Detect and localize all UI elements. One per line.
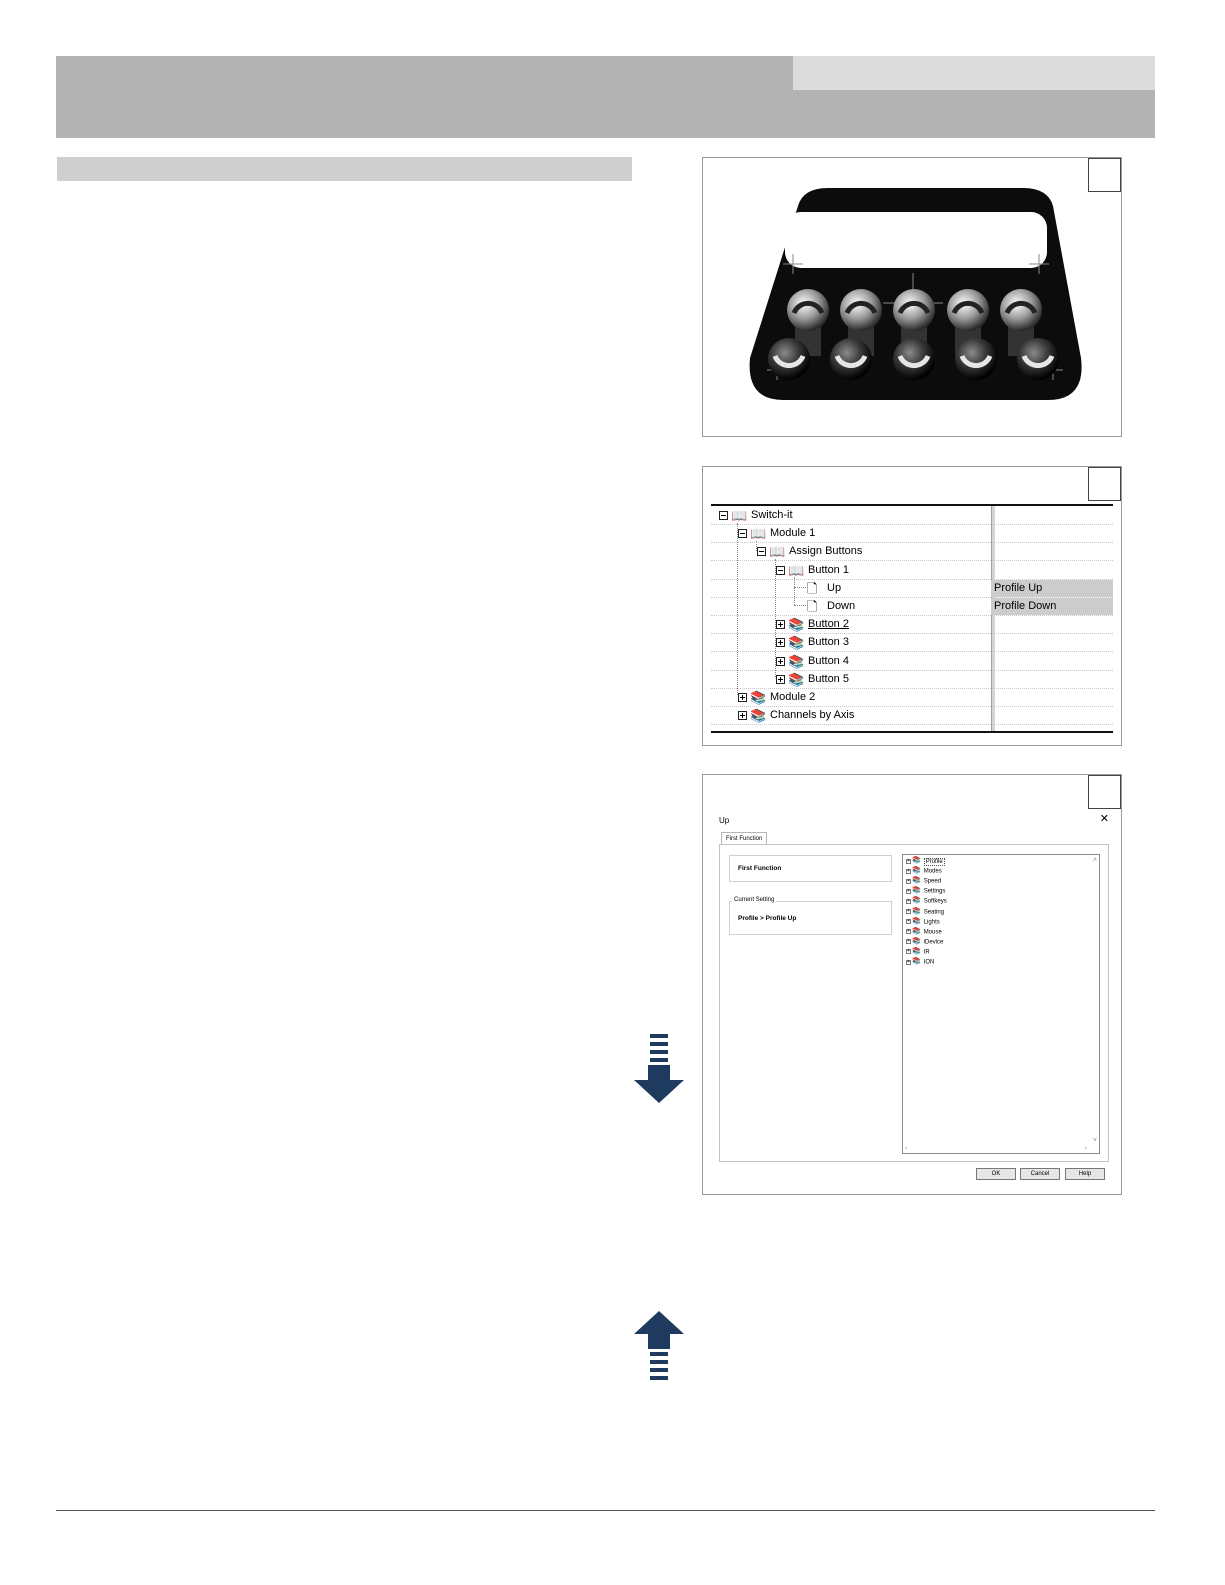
dialog-title: Up bbox=[719, 816, 730, 825]
expand-icon[interactable]: + bbox=[907, 918, 910, 925]
current-setting-value: Profile > Profile Up bbox=[738, 915, 797, 922]
current-setting-legend: Current Setting bbox=[734, 897, 775, 903]
closed-book-icon: 📚 bbox=[912, 927, 921, 935]
function-list-item[interactable] bbox=[906, 856, 945, 866]
tree-item-label: Button 2 bbox=[808, 618, 849, 631]
help-button[interactable]: Help bbox=[1065, 1168, 1105, 1180]
tree-item-label: Module 1 bbox=[770, 527, 816, 540]
function-list-label: Mouse bbox=[923, 929, 942, 936]
page-icon: 🗋 bbox=[807, 599, 818, 614]
tree-item-value bbox=[991, 653, 1113, 670]
tab-first-function[interactable]: First Function bbox=[721, 832, 767, 845]
scroll-up-icon[interactable]: ˄ bbox=[1092, 857, 1097, 864]
tree-item-value: Profile Up bbox=[991, 580, 1113, 597]
tree-item-value bbox=[991, 689, 1113, 706]
function-list-label: Softkeys bbox=[923, 898, 947, 905]
open-book-icon: 📖 bbox=[750, 526, 767, 542]
open-book-icon: 📖 bbox=[769, 544, 786, 560]
tree-row[interactable] bbox=[711, 653, 1113, 671]
function-list-label: Speed bbox=[923, 878, 942, 885]
tree-item-label: Channels by Axis bbox=[770, 709, 855, 722]
tree-item-label: Down bbox=[827, 600, 856, 612]
function-list-item[interactable] bbox=[906, 907, 944, 917]
ok-button[interactable]: OK bbox=[976, 1168, 1016, 1180]
section-heading-bar bbox=[57, 157, 632, 181]
tree-item-label: Button 1 bbox=[808, 563, 849, 576]
tree-row[interactable] bbox=[711, 671, 1113, 689]
tree-item-label: Switch-it bbox=[751, 509, 793, 521]
expand-icon[interactable] bbox=[776, 620, 785, 629]
closed-book-icon: 📚 bbox=[788, 617, 805, 633]
closed-book-icon: 📚 bbox=[912, 897, 921, 905]
tree-item-value bbox=[991, 507, 1113, 524]
tree-item-value bbox=[991, 707, 1113, 724]
tree-item-value bbox=[991, 543, 1113, 560]
closed-book-icon: 📚 bbox=[912, 857, 921, 864]
tree-row[interactable] bbox=[711, 525, 1113, 543]
tree-item-value bbox=[991, 562, 1113, 579]
function-list-label: IR bbox=[923, 949, 930, 956]
switch-module-label-window bbox=[785, 212, 1047, 268]
page-header-tab bbox=[793, 56, 1155, 90]
collapse-icon[interactable] bbox=[757, 547, 766, 556]
panel-badge bbox=[1088, 775, 1121, 809]
arrow-up-icon bbox=[634, 1310, 684, 1380]
tree-item-label: Up bbox=[827, 581, 842, 594]
tree-item-value bbox=[991, 525, 1113, 542]
function-list-item[interactable] bbox=[906, 927, 942, 937]
closed-book-icon: 📚 bbox=[912, 877, 921, 885]
function-list-label: ION bbox=[923, 959, 935, 966]
scroll-left-icon[interactable]: ‹ bbox=[905, 1145, 908, 1152]
switch-module-illustration bbox=[703, 158, 1120, 435]
function-list-item[interactable] bbox=[906, 866, 942, 876]
arrow-down-icon bbox=[634, 1034, 684, 1104]
config-tree-panel bbox=[702, 466, 1122, 746]
function-list-label: Settings bbox=[923, 888, 946, 895]
tree-row[interactable] bbox=[711, 707, 1113, 725]
cancel-button[interactable]: Cancel bbox=[1020, 1168, 1060, 1180]
tree-item-value: Profile Down bbox=[991, 598, 1113, 615]
function-name-box: First Function bbox=[729, 855, 892, 882]
expand-icon[interactable] bbox=[738, 711, 747, 720]
function-list-label: iDevice bbox=[923, 939, 944, 946]
function-list-item[interactable] bbox=[906, 896, 947, 906]
expand-icon[interactable]: + bbox=[907, 897, 910, 904]
expand-icon[interactable]: + bbox=[907, 887, 910, 894]
closed-book-icon: 📚 bbox=[750, 708, 767, 724]
function-tree-list[interactable] bbox=[902, 854, 1100, 1154]
closed-book-icon: 📚 bbox=[788, 671, 805, 687]
expand-icon[interactable]: + bbox=[907, 928, 910, 935]
closed-book-icon: 📚 bbox=[912, 958, 921, 965]
current-setting-group bbox=[729, 901, 892, 935]
closed-book-icon: 📚 bbox=[788, 635, 805, 651]
expand-icon[interactable]: + bbox=[907, 938, 910, 945]
tree-item-label: Module 2 bbox=[770, 691, 816, 703]
footer-rule bbox=[56, 1510, 1155, 1511]
expand-icon[interactable]: + bbox=[907, 958, 910, 965]
expand-icon[interactable]: + bbox=[907, 857, 910, 864]
expand-icon[interactable] bbox=[776, 638, 785, 647]
scroll-right-icon[interactable]: › bbox=[1084, 1145, 1087, 1152]
closed-book-icon: 📚 bbox=[912, 937, 921, 945]
expand-icon[interactable]: + bbox=[907, 867, 910, 874]
tree-item-value bbox=[991, 616, 1113, 633]
tree-row[interactable] bbox=[711, 634, 1113, 652]
expand-icon[interactable] bbox=[738, 693, 747, 702]
tree-row[interactable] bbox=[711, 507, 1113, 525]
function-list-item[interactable] bbox=[906, 957, 934, 967]
tree-item-label: Button 4 bbox=[808, 654, 849, 667]
tree-item-label: Button 3 bbox=[808, 636, 849, 649]
expand-icon[interactable] bbox=[776, 657, 785, 666]
function-list-label: Modes bbox=[923, 868, 942, 875]
function-list-item[interactable] bbox=[906, 937, 943, 947]
expand-icon[interactable]: + bbox=[907, 908, 910, 914]
expand-icon[interactable]: + bbox=[907, 877, 910, 884]
function-list-item[interactable] bbox=[906, 876, 941, 886]
function-list-label: Seating bbox=[923, 909, 945, 916]
expand-icon[interactable] bbox=[776, 675, 785, 684]
tree-row[interactable] bbox=[711, 616, 1113, 634]
function-list-item[interactable] bbox=[906, 917, 940, 927]
tree-item-label: Button 5 bbox=[808, 672, 849, 685]
closed-book-icon: 📚 bbox=[912, 917, 921, 925]
closed-book-icon: 📚 bbox=[912, 947, 921, 955]
tree-row[interactable] bbox=[711, 580, 1113, 598]
function-list-item[interactable] bbox=[906, 886, 945, 896]
panel-badge bbox=[1088, 467, 1121, 501]
tree-item-label: Assign Buttons bbox=[789, 545, 863, 558]
tree-row[interactable] bbox=[711, 689, 1113, 707]
dialog-panel bbox=[702, 774, 1122, 1195]
tree-row[interactable] bbox=[711, 598, 1113, 616]
close-icon[interactable]: ✕ bbox=[1099, 813, 1109, 825]
tree-item-value bbox=[991, 634, 1113, 651]
closed-book-icon: 📚 bbox=[912, 907, 921, 915]
closed-book-icon: 📚 bbox=[750, 690, 767, 705]
function-list-label: Lights bbox=[923, 919, 940, 926]
tree-item-value bbox=[991, 671, 1113, 688]
collapse-icon[interactable] bbox=[719, 511, 728, 520]
collapse-icon[interactable] bbox=[738, 529, 747, 538]
collapse-icon[interactable] bbox=[776, 566, 785, 575]
tree-row[interactable] bbox=[711, 562, 1113, 580]
page-icon: 🗋 bbox=[807, 580, 818, 596]
scroll-down-icon[interactable]: ˅ bbox=[1092, 1137, 1097, 1144]
open-book-icon: 📖 bbox=[788, 562, 805, 578]
open-book-icon: 📖 bbox=[731, 508, 748, 523]
closed-book-icon: 📚 bbox=[912, 867, 921, 875]
tree-row[interactable] bbox=[711, 543, 1113, 561]
closed-book-icon: 📚 bbox=[912, 887, 921, 895]
function-list-label: Profile bbox=[925, 858, 943, 865]
function-list-item[interactable] bbox=[906, 947, 930, 957]
closed-book-icon: 📚 bbox=[788, 653, 805, 669]
switch-module-panel bbox=[702, 157, 1122, 437]
expand-icon[interactable]: + bbox=[907, 948, 910, 955]
